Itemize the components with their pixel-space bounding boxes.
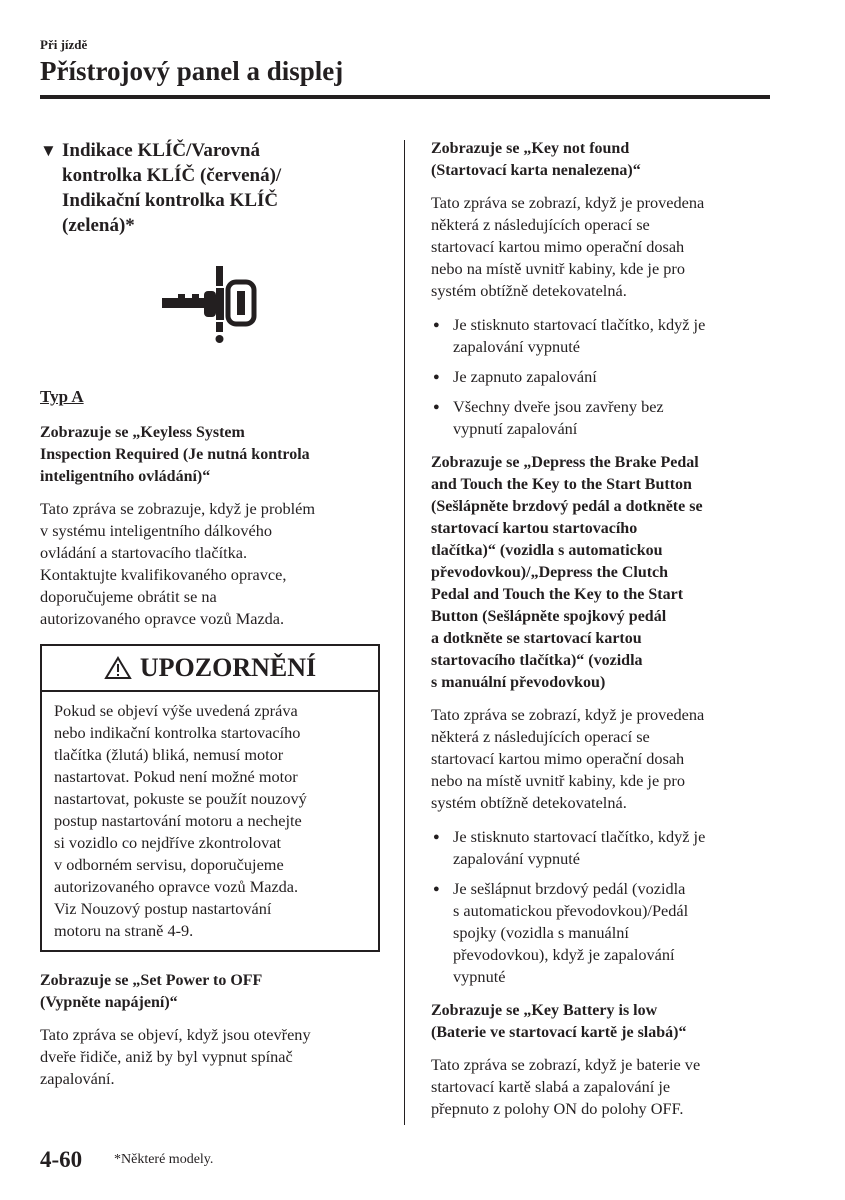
page-number: 4-60 [40, 1147, 83, 1172]
warning-box [40, 644, 380, 952]
message-text-set-power-off: Tato zpráva se objeví, když jsou otevřeny dveře řidiče, aniž by byl vypnut spínač zapalování. [40, 1025, 311, 1088]
warning-text: Pokud se objeví výše uvedená zpráva nebo indikační kontrolka startovacího tlačítka (žlutá) bliká, nemusí motor nastartovat. Pokud není možné motor nastartovat, pokuste se použít nouzový postup nastartování motoru a nechejte si vozidlo co nejdříve zkontrolovat v odborném servisu, doporučujeme autorizovaného opravce vozů Mazda. Viz Nouzový postup nastartování motoru na straně 4-9. [54, 701, 307, 940]
chapter-label: Při jízdě [40, 37, 88, 52]
list-item: ● Všechny dveře jsou zavřeny bez vypnutí zapalování [431, 396, 771, 440]
type-label: Typ A [40, 387, 84, 406]
section-triangle-icon: ▼ [40, 141, 57, 160]
warning-header [42, 646, 378, 692]
warning-triangle-icon [104, 656, 132, 680]
right-column [431, 138, 771, 1132]
message-heading-set-power-off: Zobrazuje se „Set Power to OFF (Vypněte napájení)“ [40, 972, 263, 1011]
list-item: ● Je stisknuto startovací tlačítko, když je zapalování vypnuté [431, 314, 771, 358]
message-text-key-battery-low: Tato zpráva se zobrazí, když je baterie ve startovací kartě slabá a zapalování je přepnuto z polohy ON do polohy OFF. [431, 1055, 701, 1118]
list-item: ● Je stisknuto startovací tlačítko, když je zapalování vypnuté [431, 826, 771, 870]
footnote: *Některé modely. [114, 1152, 214, 1167]
message-heading-key-battery-low: Zobrazuje se „Key Battery is low (Baterie ve startovací kartě je slabá)“ [431, 1002, 687, 1041]
message-heading-keyless-inspection: Zobrazuje se „Keyless System Inspection Required (Je nutná kontrola inteligentního ovládání)“ [40, 424, 310, 485]
message-text-depress-pedal: Tato zpráva se zobrazí, když je provedena některá z následujících operací se startovací kartou mimo operační dosah nebo na místě uvnitř kabiny, kde je pro systém obtížně detekovatelná. [431, 705, 705, 812]
title-rule [40, 95, 770, 99]
page-title: Přístrojový panel a displej [40, 56, 344, 86]
message-heading-key-not-found: Zobrazuje se „Key not found (Startovací karta nenalezena)“ [431, 140, 641, 179]
list-item: ● Je sešlápnut brzdový pedál (vozidla s automatickou převodovkou)/Pedál spojky (vozidla s manuální převodovkou), když je zapalování vypnuté [431, 878, 771, 988]
bullet-list-key-not-found [431, 314, 771, 440]
list-item: ● Je zapnuto zapalování [431, 366, 771, 388]
warning-title: UPOZORNĚNÍ [139, 653, 317, 682]
section-title-text: Indikace KLÍČ/Varovná kontrolka KLÍČ (červená)/ Indikační kontrolka KLÍČ (zelená)* [62, 140, 282, 236]
key-warning-icon-container [40, 254, 380, 372]
message-text-key-not-found: Tato zpráva se zobrazí, když je provedena některá z následujících operací se startovací kartou mimo operační dosah nebo na místě uvnitř kabiny, kde je pro systém obtížně detekovatelná. [431, 193, 705, 300]
bullet-list-depress-pedal [431, 826, 771, 988]
section-title [40, 138, 380, 238]
message-heading-depress-pedal: Zobrazuje se „Depress the Brake Pedal and Touch the Key to the Start Button (Sešlápněte brzdový pedál a dotkněte se startovací kartou startovacího tlačítka)“ (vozidla s automatickou převodovkou)/„Depress the Clutch Pedal and Touch the Key to the Start Button (Sešlápněte spojkový pedál a dotkněte se startovací kartou startovacího tlačítka)“ (vozidla s manuální převodovkou) [431, 454, 703, 691]
key-warning-icon [158, 264, 262, 344]
message-text-keyless-inspection: Tato zpráva se zobrazuje, když je problém v systému inteligentního dálkového ovládání a startovacího tlačítka. Kontaktujte kvalifikovaného opravce, doporučujeme obrátit se na autorizovaného opravce vozů Mazda. [40, 499, 316, 628]
column-divider [404, 140, 405, 1125]
left-column [40, 138, 380, 1102]
